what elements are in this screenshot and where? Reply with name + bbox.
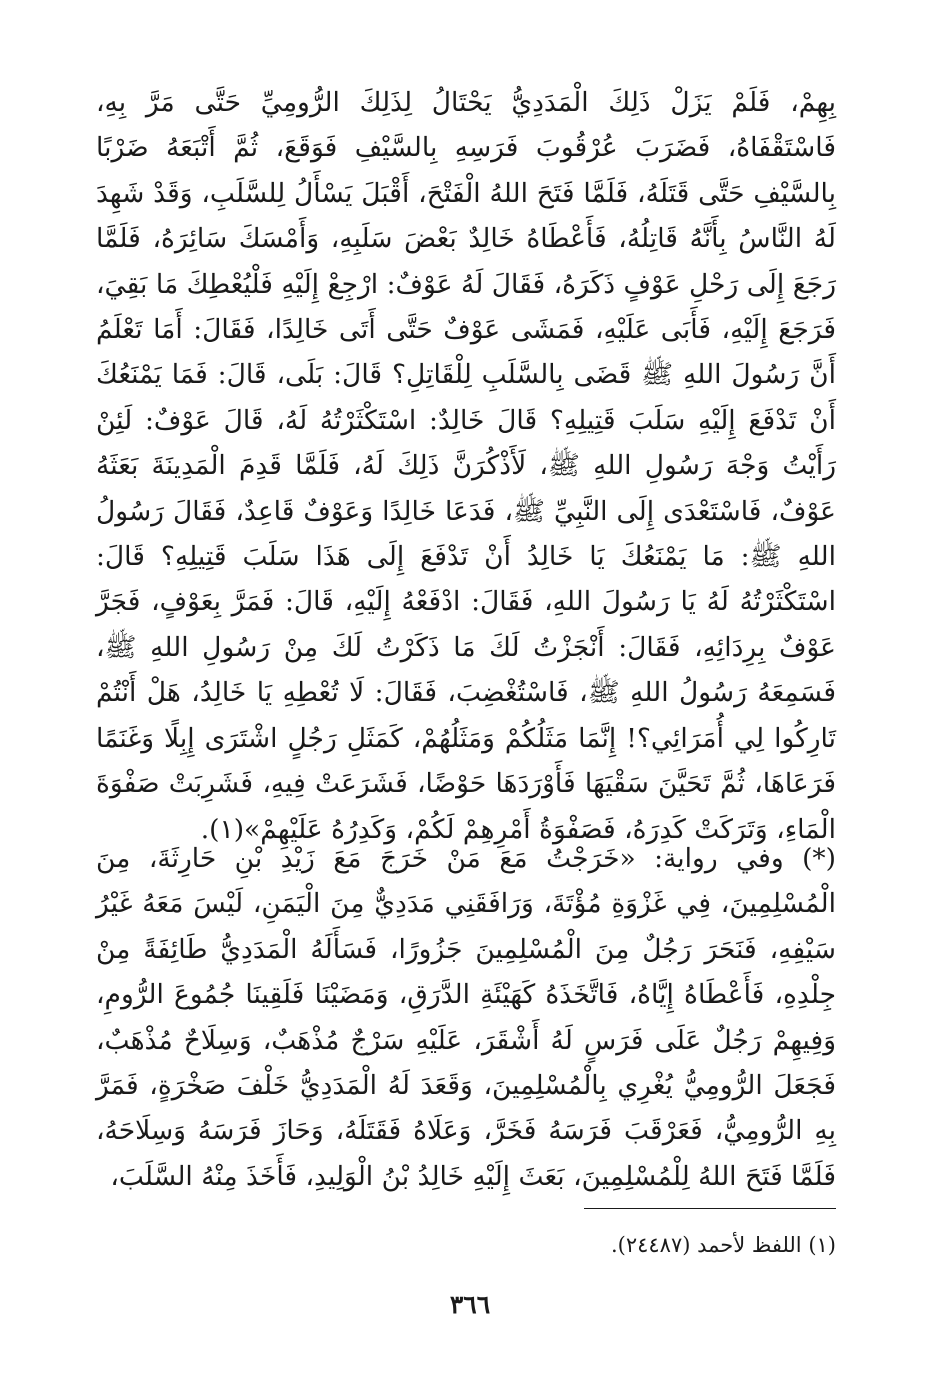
page-number: ٣٦٦	[449, 1290, 491, 1319]
body-paragraph-2: (*) وفي رواية: «خَرَجْتُ مَعَ مَنْ خَرَجَ مَعَ زَيْدِ بْنِ حَارِثَةَ، مِنَ الْمُسْلِمِينَ، فِي غَزْوَةِ مُؤْتَةَ، وَرَافَقَنِي مَدَدِيٌّ مِنَ الْيَمَنِ، لَيْسَ مَعَهُ غَيْرُ سَيْفِهِ، فَنَحَرَ رَجُلٌ مِنَ الْمُسْلِمِينَ جَزُورًا، فَسَأَلَهُ الْمَدَدِيُّ طَائِفَةً مِنْ جِلْدِهِ، فَأَعْطَاهُ إِيَّاهُ، فَاتَّخَذَهُ كَهَيْئَةِ الدَّرَقِ، وَمَضَيْنَا فَلَقِينَا جُمُوعَ الرُّومِ، وَفِيهِمْ رَجُلٌ عَلَى فَرَسٍ لَهُ أَشْقَرَ، عَلَيْهِ سَرْجٌ مُذْهَبٌ، وَسِلَاحٌ مُذْهَبٌ، فَجَعَلَ الرُّومِيُّ يُغْرِي بِالْمُسْلِمِينَ، وَقَعَدَ لَهُ الْمَدَدِيُّ خَلْفَ صَخْرَةٍ، فَمَرَّ بِهِ الرُّومِيُّ، فَعَرْقَبَ فَرَسَهُ فَخَرَّ، وَعَلَاهُ فَقَتَلَهُ، وَحَازَ فَرَسَهُ وَسِلَاحَهُ، فَلَمَّا فَتَحَ اللهُ لِلْمُسْلِمِينَ، بَعَثَ إِلَيْهِ خَالِدُ بْنُ الْوَلِيدِ، فَأَخَذَ مِنْهُ السَّلَبَ،	[96, 843, 836, 1192]
footnote: (١) اللفظ لأحمد (٢٤٤٨٧).	[610, 1233, 836, 1257]
body-paragraph-1: بِهِمْ، فَلَمْ يَزَلْ ذَلِكَ الْمَدَدِيُّ يَحْتَالُ لِذَلِكَ الرُّومِيِّ حَتَّى مَرَّ بِهِ، فَاسْتَقْفَاهُ، فَضَرَبَ عُرْقُوبَ فَرَسِهِ بِالسَّيْفِ فَوَقَعَ، ثُمَّ أَتْبَعَهُ ضَرْبًا بِالسَّيْفِ حَتَّى قَتَلَهُ، فَلَمَّا فَتَحَ اللهُ الْفَتْحَ، أَقْبَلَ يَسْأَلُ لِلسَّلَبِ، وَقَدْ شَهِدَ لَهُ النَّاسُ بِأَنَّهُ قَاتِلُهُ، فَأَعْطَاهُ خَالِدٌ بَعْضَ سَلَبِهِ، وَأَمْسَكَ سَائِرَهُ، فَلَمَّا رَجَعَ إِلَى رَحْلِ عَوْفٍ ذَكَرَهُ، فَقَالَ لَهُ عَوْفٌ: ارْجِعْ إِلَيْهِ فَلْيُعْطِكَ مَا بَقِيَ، فَرَجَعَ إِلَيْهِ، فَأَبَى عَلَيْهِ، فَمَشَى عَوْفٌ حَتَّى أَتَى خَالِدًا، فَقَالَ: أَمَا تَعْلَمُ أَنَّ رَسُولَ اللهِ ﷺ قَضَى بِالسَّلَبِ لِلْقَاتِلِ؟ قَالَ: بَلَى، قَالَ: فَمَا يَمْنَعُكَ أَنْ تَدْفَعَ إِلَيْهِ سَلَبَ قَتِيلِهِ؟ قَالَ خَالِدٌ: اسْتَكْثَرْتُهُ لَهُ، قَالَ عَوْفٌ: لَئِنْ رَأَيْتُ وَجْهَ رَسُولِ اللهِ ﷺ، لَأَذْكُرَنَّ ذَلِكَ لَهُ، فَلَمَّا قَدِمَ الْمَدِينَةَ بَعَثَهُ عَوْفٌ، فَاسْتَعْدَى إِلَى النَّبِيِّ ﷺ، فَدَعَا خَالِدًا وَعَوْفٌ قَاعِدٌ، فَقَالَ رَسُولُ اللهِ ﷺ: مَا يَمْنَعُكَ يَا خَالِدُ أَنْ تَدْفَعَ إِلَى هَذَا سَلَبَ قَتِيلِهِ؟ قَالَ: اسْتَكْثَرْتُهُ لَهُ يَا رَسُولَ اللهِ، فَقَالَ: ادْفَعْهُ إِلَيْهِ، قَالَ: فَمَرَّ بِعَوْفٍ، فَجَرَّ عَوْفٌ بِرِدَائِهِ، فَقَالَ: أَنْجَزْتُ لَكَ مَا ذَكَرْتُ لَكَ مِنْ رَسُولِ اللهِ ﷺ، فَسَمِعَهُ رَسُولُ اللهِ ﷺ، فَاسْتُغْضِبَ، فَقَالَ: لَا تُعْطِهِ يَا خَالِدُ، هَلْ أَنْتُمْ تَارِكُوا لِي أُمَرَائِي؟! إِنَّمَا مَثَلُكُمْ وَمَثَلُهُمْ، كَمَثَلِ رَجُلٍ اشْتَرَى إِبِلًا وَغَنَمًا فَرَعَاهَا، ثُمَّ تَحَيَّنَ سَقْيَهَا فَأَوْرَدَهَا حَوْضًا، فَشَرَعَتْ فِيهِ، فَشَرِبَتْ صَفْوَةَ الْمَاءِ، وَتَرَكَتْ كَدِرَهُ، فَصَفْوَةُ أَمْرِهِمْ لَكُمْ، وَكَدِرُهُ عَلَيْهِمْ»(١).	[96, 87, 836, 845]
footnote-divider	[584, 1208, 836, 1209]
